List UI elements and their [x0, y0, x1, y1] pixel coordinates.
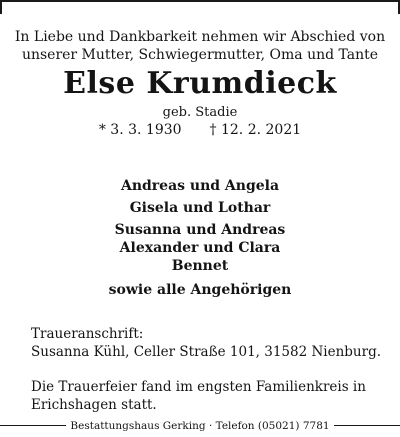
mourner-entry: Susanna und Andreas: [114, 222, 286, 238]
mourner-entry: Alexander und Clara: [119, 240, 281, 256]
mourners-list: [0, 177, 400, 299]
death-date: † 12. 2. 2021: [209, 122, 302, 138]
deceased-name: Else Krumdieck: [63, 66, 337, 101]
intro-text: [0, 28, 400, 64]
funeral-home-contact: Bestattungshaus Gerking · Telefon (05021) 7781: [66, 420, 333, 432]
birth-date: * 3. 3. 1930: [98, 122, 182, 138]
intro-line: unserer Mutter, Schwiegermutter, Oma und Tante: [21, 47, 379, 63]
ceremony-line: Die Trauerfeier fand im engsten Familienkreis in: [31, 379, 366, 395]
life-dates: [0, 121, 400, 139]
ceremony-line: Erichshagen statt.: [31, 397, 157, 413]
mourner-entry: Andreas und Angela: [120, 178, 280, 194]
mourning-address: [31, 325, 382, 361]
mourner-entry: sowie alle Angehörigen: [108, 282, 292, 298]
footer: [0, 419, 400, 433]
mourner-entry: Gisela und Lothar: [129, 200, 271, 216]
frame-border: [0, 0, 400, 14]
intro-line: In Liebe und Dankbarkeit nehmen wir Abschied von: [14, 29, 386, 45]
address-line: Susanna Kühl, Celler Straße 101, 31582 Nienburg.: [31, 344, 382, 360]
address-label: Traueranschrift:: [31, 326, 144, 342]
maiden-name: geb. Stadie: [162, 105, 238, 120]
ceremony-note: [31, 378, 371, 414]
mourner-entry: Bennet: [171, 258, 229, 274]
